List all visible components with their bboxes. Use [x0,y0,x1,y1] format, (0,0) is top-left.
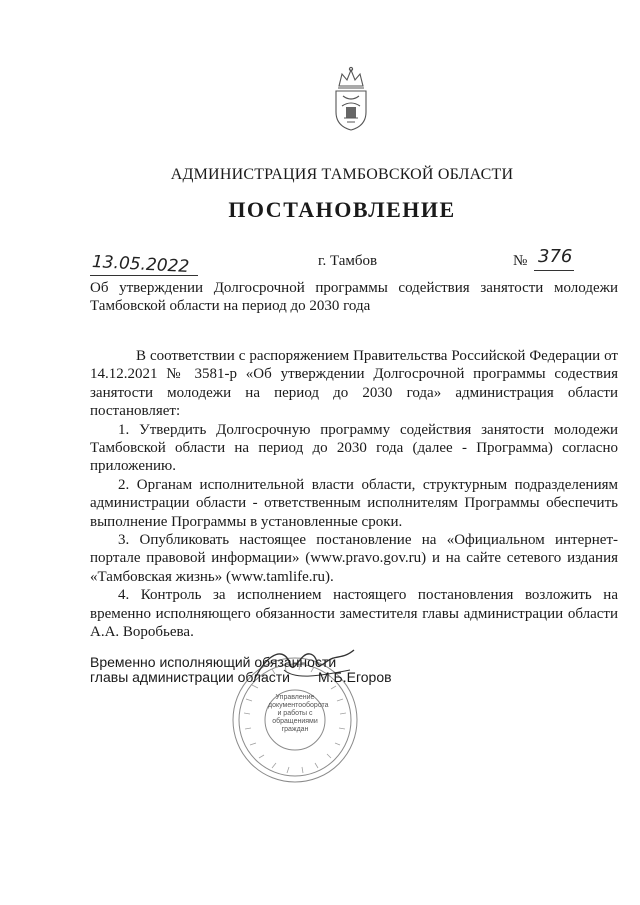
seal-inner-text: Управление документооборота и работы с обращениями граждан [268,694,329,733]
date-underline [90,275,198,276]
document-number: 376 [538,246,573,267]
number-underline [534,270,574,271]
document-date: 13.05.2022 [91,252,190,278]
body-intro: В соответствии с распоряжением Правительства Российской Федерации от 14.12.2021 № 3581-р «Об утверждении Долгосрочной программы содествия занятости молодежи на период до 2030 года» администрация области постановляет: [90,348,618,420]
document-body [90,347,618,642]
signatory-position-line1: Временно исполняющий обязанности [90,654,337,670]
number-sign: № [513,253,528,269]
body-item-2: 2. Органам исполнительной власти области, структурным подразделениям администрации области - ответственным исполнителям Программы обеспечить выполнение Программы в установленные сроки. [90,476,618,530]
coat-of-arms-icon [329,66,373,132]
signatory-name: М.Б.Егоров [318,669,392,685]
document-type-title: ПОСТАНОВЛЕНИЕ [228,197,456,222]
document-subject: Об утверждении Долгосрочной программы содействия занятости молодежи Тамбовской области на период до 2030 года [90,280,618,314]
body-item-3: 3. Опубликовать настоящее постановление на «Официальном интернет-портале правовой информации» (www.pravo.gov.ru) и на сайте сетевого издания «Тамбовская жизнь» (www.tamlife.ru). [90,532,618,585]
document-city: г. Тамбов [318,253,378,269]
body-item-1: 1. Утвердить Долгосрочную программу содействия занятости молодежи Тамбовской области на период до 2030 года (далее - Программа) согласно приложению. [90,421,618,475]
body-item-4: 4. Контроль за исполнением настоящего постановления возложить на временно исполняющего обязанности заместителя главы администрации области А.А. Воробьева. [90,587,618,641]
organization-title: АДМИНИСТРАЦИЯ ТАМБОВСКОЙ ОБЛАСТИ [170,166,514,183]
signatory-position-line2: главы администрации области [90,669,290,685]
